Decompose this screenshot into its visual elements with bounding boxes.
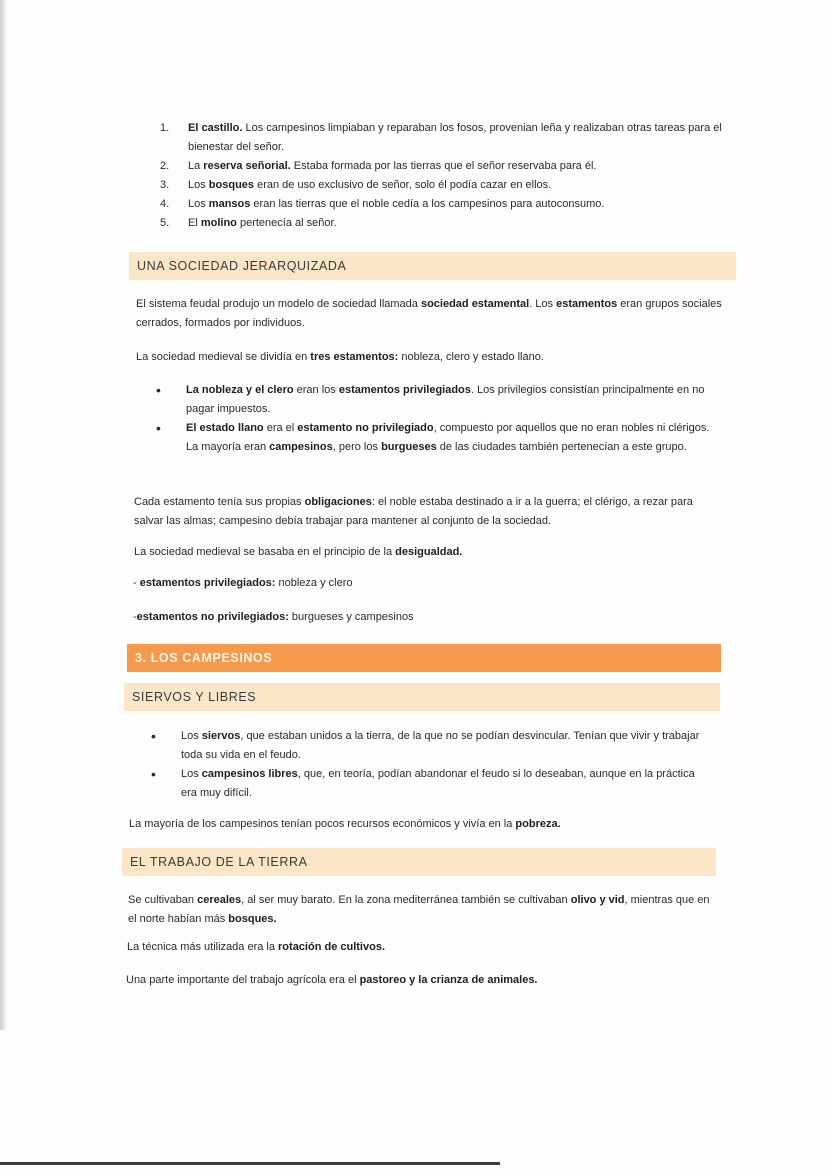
numbered-list (160, 119, 730, 233)
bullet-icon: • (156, 382, 161, 398)
list-text: La reserva señorial. Estaba formada por las tierras que el señor reservaba para él. (188, 160, 597, 172)
scan-left-edge (0, 0, 6, 1030)
bullet-icon: • (151, 766, 156, 782)
section-heading-jerarquizada: UNA SOCIEDAD JERARQUIZADA (129, 252, 736, 280)
bullet-icon: • (151, 728, 156, 744)
list-item (156, 381, 716, 419)
list-number: 2. (160, 160, 170, 172)
section-heading-siervos: SIERVOS Y LIBRES (124, 683, 720, 711)
section-heading-trabajo: EL TRABAJO DE LA TIERRA (122, 848, 716, 876)
paragraph-pastoreo: Una parte importante del trabajo agrícola era el pastoreo y la crianza de animales. (126, 974, 538, 986)
line-privilegiados: - estamentos privilegiados: nobleza y clero (133, 577, 353, 589)
list-text: El castillo. Los campesinos limpiaban y reparaban los fosos, provenian leña y realizaban otras tareas para el bienestar del señor. (188, 122, 722, 153)
list-text: El estado llano era el estamento no privilegiado, compuesto por aquellos que no eran nobles ni clérigos. La mayoría eran campesinos, pero los burgueses de las ciudades también pertenecían a este grupo. (186, 422, 710, 453)
list-item (160, 214, 730, 233)
section-heading-campesinos: 3. LOS CAMPESINOS (127, 644, 721, 672)
list-number: 3. (160, 179, 170, 191)
paragraph-tres-estamentos: La sociedad medieval se dividía en tres estamentos: nobleza, clero y estado llano. (136, 351, 544, 363)
list-text: Los bosques eran de uso exclusivo de señor, solo él podía cazar en ellos. (188, 179, 552, 191)
list-number: 4. (160, 198, 170, 210)
paragraph-desigualdad: La sociedad medieval se basaba en el principio de la desigualdad. (134, 546, 463, 558)
list-text: La nobleza y el clero eran los estamentos privilegiados. Los privilegios consistían principalmente en no pagar impuestos. (186, 384, 705, 415)
bullet-icon: • (156, 420, 161, 436)
scan-bottom-edge (0, 1162, 500, 1165)
paragraph-sociedad-estamental: El sistema feudal produjo un modelo de sociedad llamada sociedad estamental. Los estamentos eran grupos sociales cerrados, formados por individuos. (136, 298, 722, 329)
list-number: 5. (160, 217, 170, 229)
bullet-list-estamentos (156, 381, 716, 457)
list-text: Los siervos, que estaban unidos a la tierra, de la que no se podían desvincular. Tenían que vivir y trabajar toda su vida en el feudo. (181, 730, 700, 761)
list-item (151, 727, 711, 765)
list-item (160, 119, 730, 157)
list-item (156, 419, 716, 457)
list-text: Los campesinos libres, que, en teoría, podían abandonar el feudo si lo deseaban, aunque en la práctica era muy difícil. (181, 768, 695, 799)
bullet-list-campesinos (151, 727, 711, 803)
list-text: Los mansos eran las tierras que el noble cedía a los campesinos para autoconsumo. (188, 198, 605, 210)
paragraph-obligaciones: Cada estamento tenía sus propias obligaciones: el noble estaba destinado a ir a la guerra; el clérigo, a rezar para salvar las almas; campesino debía trabajar para mantener al conjunto de la sociedad. (134, 496, 693, 527)
list-item (160, 176, 730, 195)
list-text: El molino pertenecía al señor. (188, 217, 337, 229)
list-item (160, 195, 730, 214)
paragraph-rotacion: La técnica más utilizada era la rotación de cultivos. (127, 941, 385, 953)
list-item (160, 157, 730, 176)
line-no-privilegiados: -estamentos no privilegiados: burgueses y campesinos (133, 611, 414, 623)
paragraph-cultivos: Se cultivaban cereales, al ser muy barato. En la zona mediterránea también se cultivaban olivo y vid, mientras que en el norte habían más bosques. (128, 894, 710, 925)
list-number: 1. (160, 122, 170, 134)
list-item (151, 765, 711, 803)
paragraph-pobreza: La mayoría de los campesinos tenían pocos recursos económicos y vivía en la pobreza. (129, 818, 561, 830)
